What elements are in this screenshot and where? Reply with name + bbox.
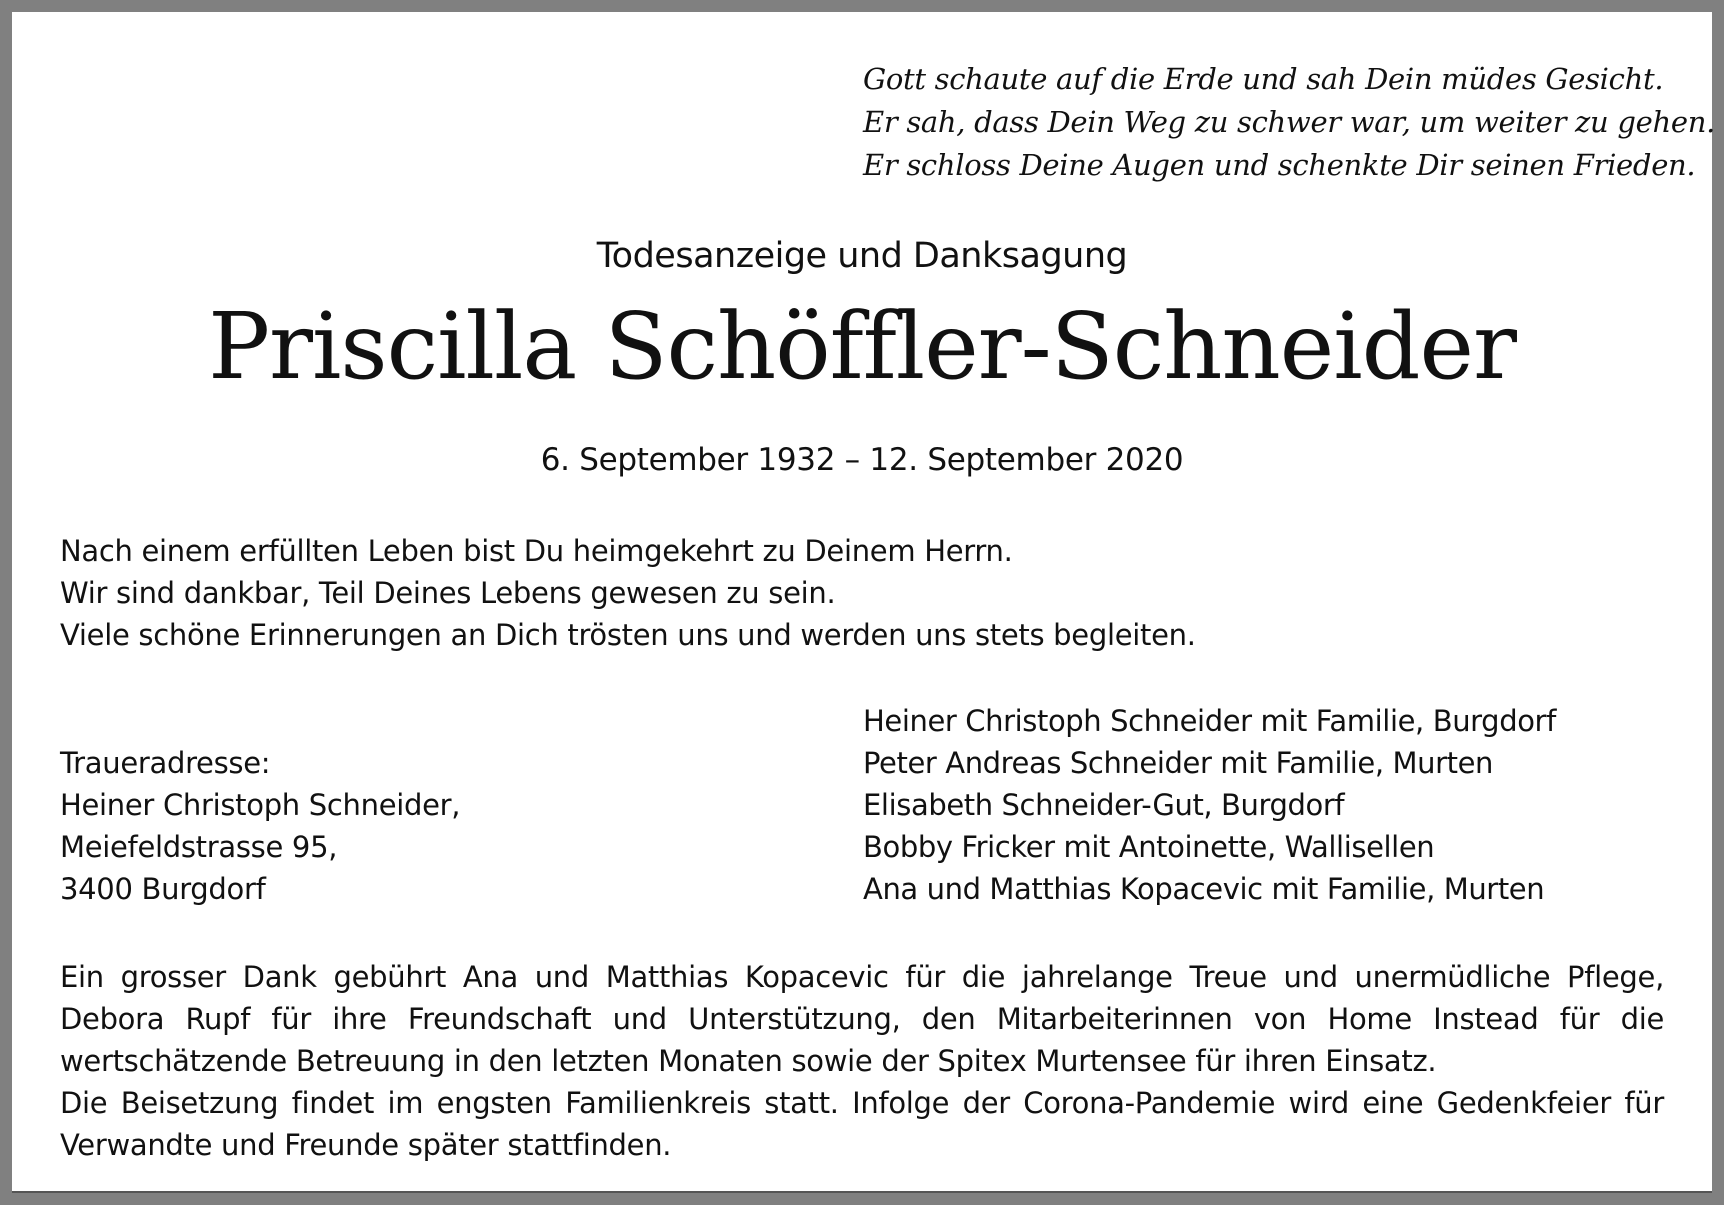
deceased-name: Priscilla Schöffler-Schneider [208, 293, 1516, 400]
poem-line: Gott schaute auf die Erde und sah Dein müdes Gesicht. [863, 62, 1664, 96]
intro-line: Wir sind dankbar, Teil Deines Lebens gewesen zu sein. [60, 576, 836, 610]
address-label: Traueradresse: [60, 746, 271, 780]
poem [863, 58, 1715, 187]
family-member: Bobby Fricker mit Antoinette, Wallisellen [863, 830, 1435, 864]
family-member: Heiner Christoph Schneider mit Familie, Burgdorf [863, 704, 1556, 738]
notice-subtitle: Todesanzeige und Danksagung [596, 236, 1128, 276]
family-member: Ana und Matthias Kopacevic mit Familie, Murten [863, 872, 1545, 906]
obituary-page [12, 12, 1715, 1193]
poem-line: Er schloss Deine Augen und schenkte Dir seinen Frieden. [863, 148, 1696, 182]
thanks-paragraph: Ein grosser Dank gebührt Ana und Matthias Kopacevic für die jahrelange Treue und unermüdliche Pflege, Debora Rupf für ihre Freundschaft und Unterstützung, den Mitarbeiterinnen von Home Instead für die wertschätzende Betreuung in den letzten Monaten sowie der Spitex Murtensee für ihren Einsatz. [60, 960, 1664, 1078]
address-line: 3400 Burgdorf [60, 872, 266, 906]
mourning-address [60, 742, 460, 910]
poem-line: Er sah, dass Dein Weg zu schwer war, um weiter zu gehen. [863, 105, 1715, 139]
family-member: Elisabeth Schneider-Gut, Burgdorf [863, 788, 1345, 822]
life-dates: 6. September 1932 – 12. September 2020 [540, 442, 1184, 478]
intro-line: Nach einem erfüllten Leben bist Du heimgekehrt zu Deinem Herrn. [60, 534, 1013, 568]
funeral-note: Die Beisetzung findet im engsten Familienkreis statt. Infolge der Corona-Pandemie wird eine Gedenkfeier für Verwandte und Freunde später stattfinden. [60, 1086, 1664, 1162]
address-line: Meiefeldstrasse 95, [60, 830, 338, 864]
intro-text [60, 530, 1196, 656]
family-list [863, 700, 1556, 910]
address-line: Heiner Christoph Schneider, [60, 788, 461, 822]
intro-line: Viele schöne Erinnerungen an Dich trösten uns und werden uns stets begleiten. [60, 618, 1196, 652]
bottom-divider [12, 1191, 1712, 1193]
family-member: Peter Andreas Schneider mit Familie, Murten [863, 746, 1494, 780]
thanks-section [60, 956, 1664, 1166]
